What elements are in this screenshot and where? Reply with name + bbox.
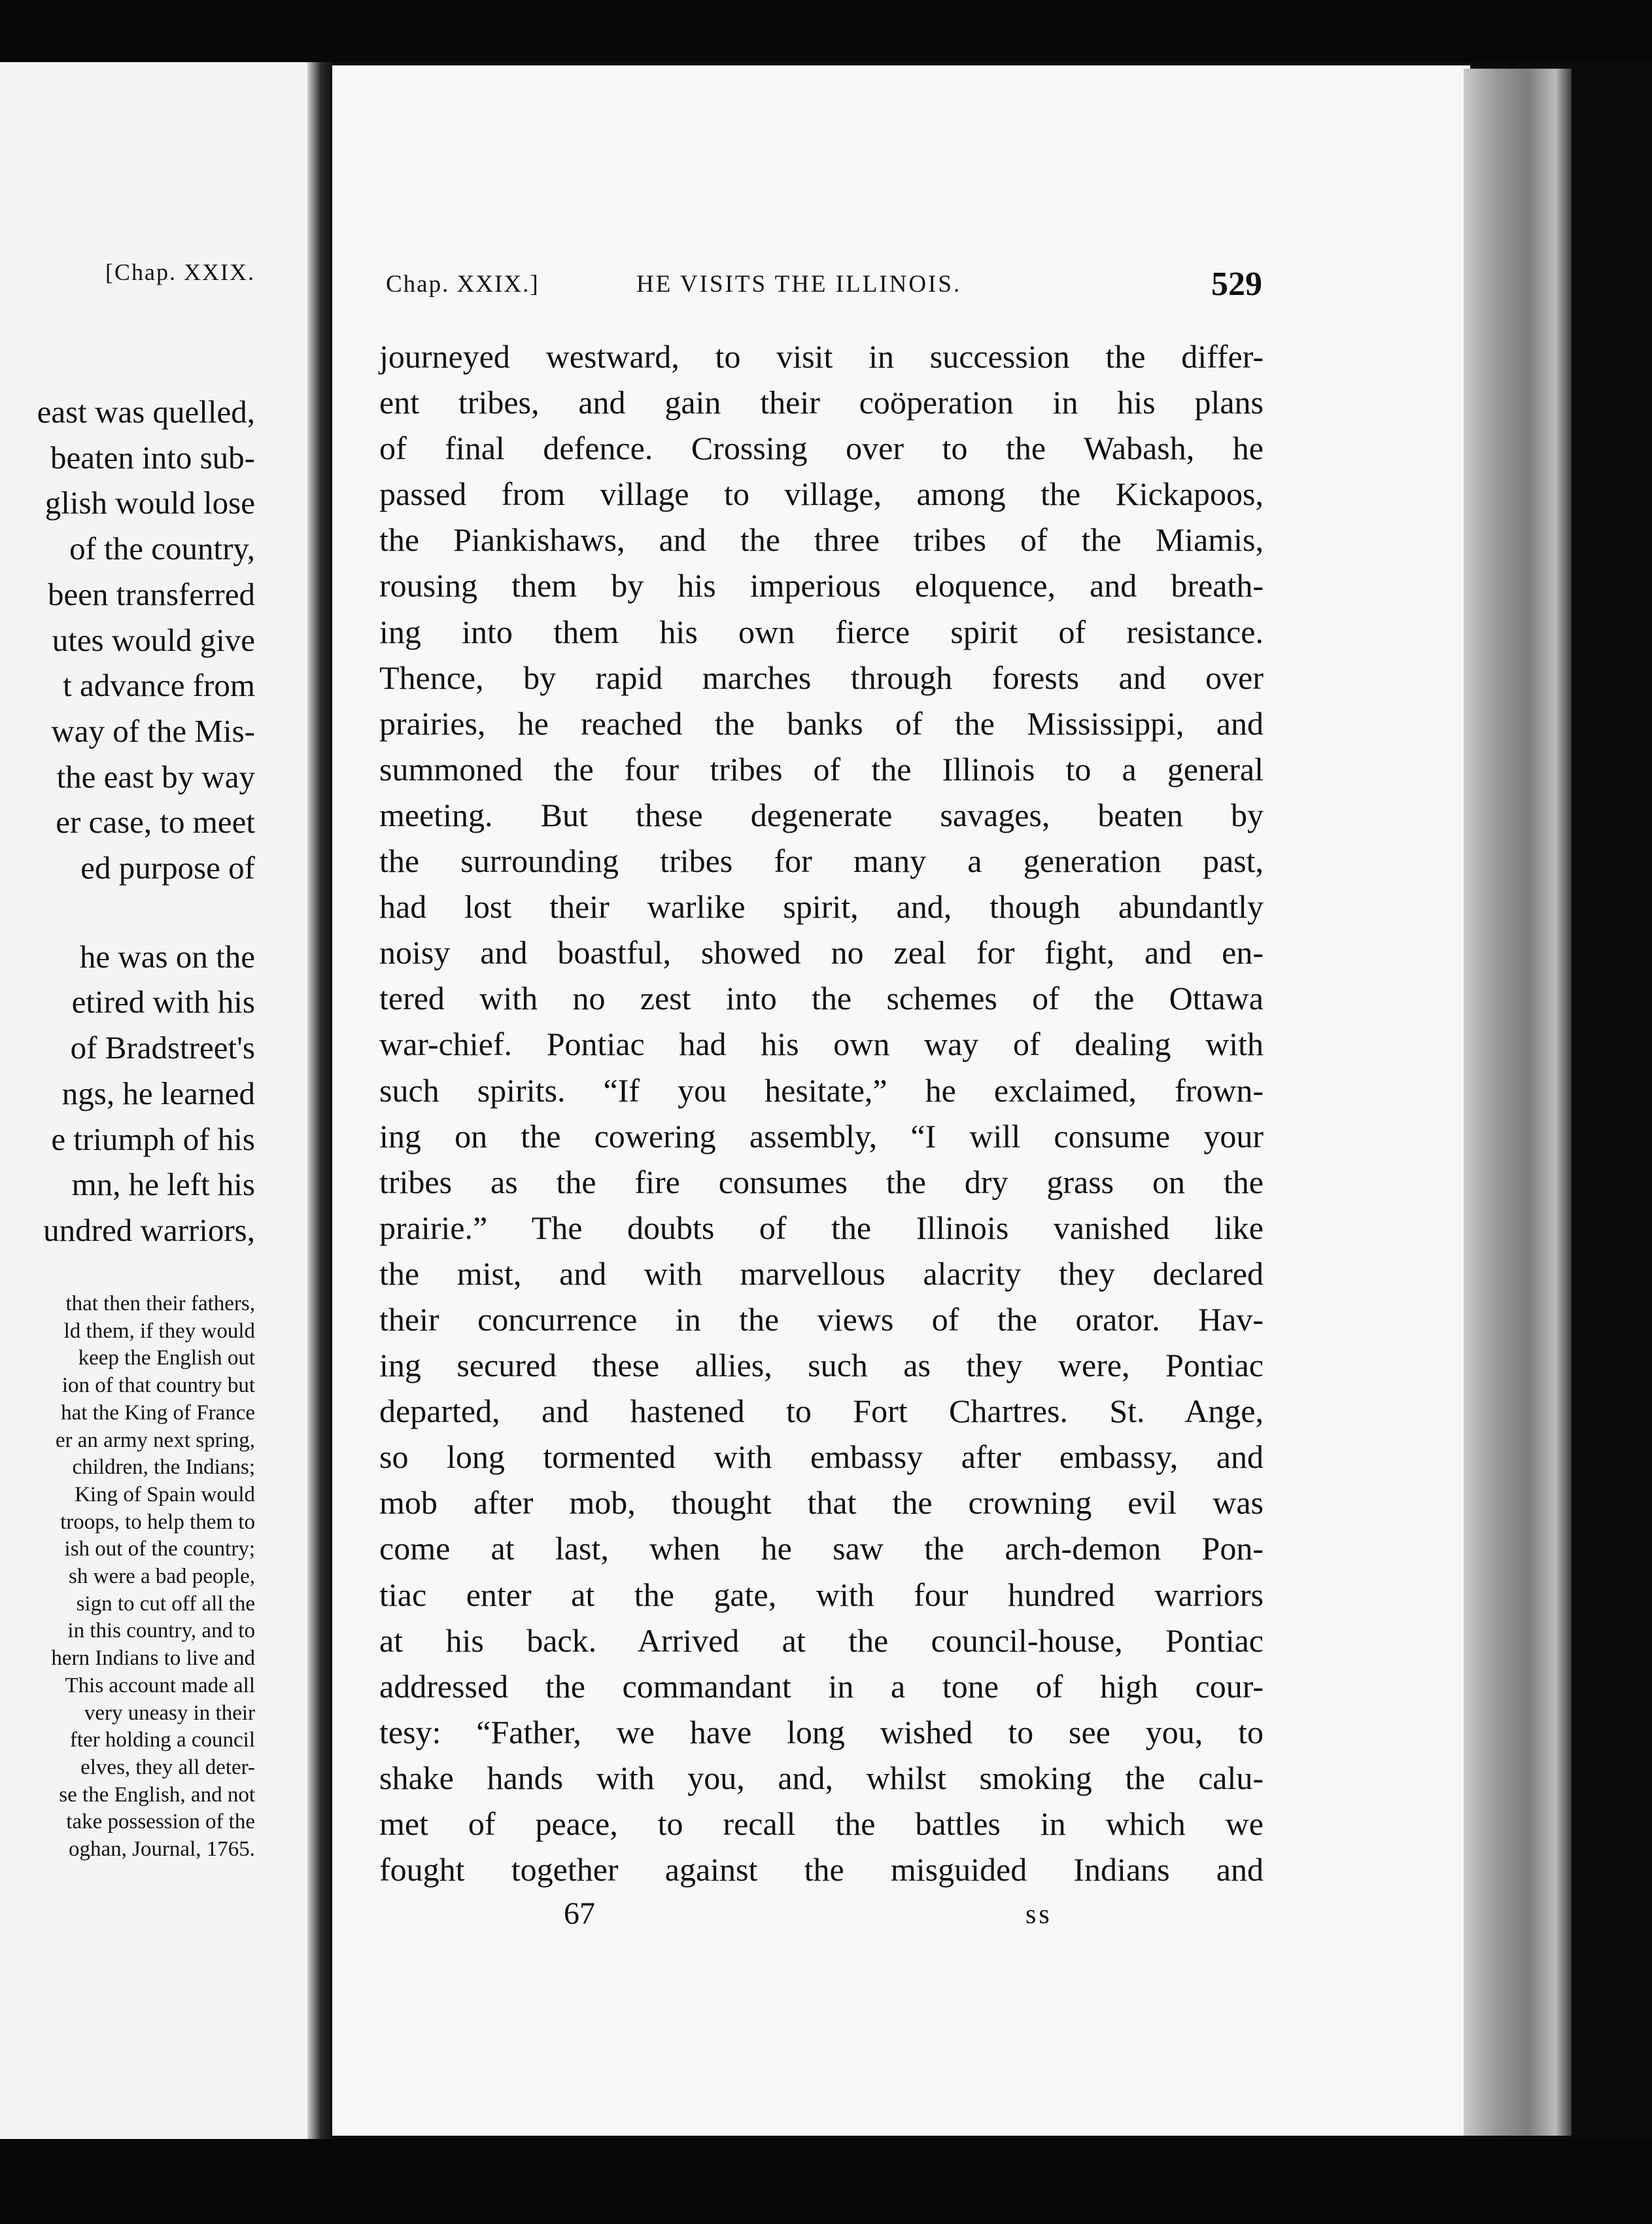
text-line: ing into them his own fierce spirit of resistance. xyxy=(379,613,1264,650)
left-footnote-line: ld them, if they would xyxy=(63,1319,255,1343)
left-footnote-line: that then their fathers, xyxy=(65,1292,255,1315)
left-footnote-line: sh were a bad people, xyxy=(69,1565,255,1589)
left-text-line: t advance from xyxy=(63,667,255,704)
left-text-line: undred warriors, xyxy=(43,1211,255,1248)
left-footnote-line: oghan, Journal, 1765. xyxy=(68,1837,255,1862)
text-line: at his back. Arrived at the council-house, Pontiac xyxy=(379,1622,1264,1659)
left-footnote-line: very uneasy in their xyxy=(84,1701,255,1725)
left-footnote-line: sign to cut off all the xyxy=(76,1591,255,1616)
left-text-line: mn, he left his xyxy=(71,1166,255,1203)
left-text-line: ngs, he learned xyxy=(61,1075,255,1111)
book-gutter xyxy=(307,62,332,2142)
text-line: noisy and boastful, showed no zeal for fight, and en- xyxy=(379,934,1264,971)
paragraph-gap xyxy=(0,891,255,934)
chapter-reference: Chap. XXIX.] xyxy=(386,271,540,298)
left-footnote-line: children, the Indians; xyxy=(72,1455,255,1480)
text-line: summoned the four tribes of the Illinois to a general xyxy=(379,750,1264,788)
scan-border-top xyxy=(0,0,1652,62)
left-footnote-line: in this country, and to xyxy=(67,1619,255,1643)
text-line: so long tormented with embassy after embassy, and xyxy=(379,1438,1264,1476)
left-footnotes xyxy=(0,1291,255,1864)
left-text-line: utes would give xyxy=(52,621,255,658)
left-text-line: of Bradstreet's xyxy=(70,1030,255,1066)
text-line: the Piankishaws, and the three tribes of the Miamis, xyxy=(379,521,1264,559)
text-line: war-chief. Pontiac had his own way of dealing with xyxy=(379,1026,1264,1063)
page-edge xyxy=(1464,69,1572,2136)
signature-number: 67 xyxy=(564,1896,595,1931)
running-head xyxy=(386,265,1262,311)
left-text-line: beaten into sub- xyxy=(50,439,255,476)
left-footnote-line: elves, they all deter- xyxy=(80,1755,255,1779)
left-text-line: of the country, xyxy=(69,530,255,567)
left-running-head: [Chap. XXIX. xyxy=(105,259,255,285)
left-footnote-line: This account made all xyxy=(65,1673,255,1697)
text-line: prairie.” The doubts of the Illinois vanished like xyxy=(379,1209,1264,1246)
left-text-line: way of the Mis- xyxy=(51,712,255,749)
main-body-text xyxy=(379,334,1264,1892)
signature-letters: ss xyxy=(1025,1900,1052,1930)
left-footnote-line: keep the English out xyxy=(78,1346,255,1370)
left-text-line: the east by way xyxy=(56,758,255,795)
left-body-text xyxy=(0,389,255,1253)
left-text-line: e triumph of his xyxy=(51,1121,255,1157)
text-line: addressed the commandant in a tone of high cour- xyxy=(379,1667,1264,1705)
left-footnote-line: ish out of the country; xyxy=(64,1537,255,1561)
text-line: tribes as the fire consumes the dry grass on the xyxy=(379,1163,1264,1200)
text-line: tiac enter at the gate, with four hundred warriors xyxy=(379,1576,1264,1613)
running-title: HE VISITS THE ILLINOIS. xyxy=(636,271,962,298)
text-line: mob after mob, thought that the crowning evil was xyxy=(379,1484,1264,1521)
left-footnote-line: King of Spain would xyxy=(75,1482,255,1506)
left-page xyxy=(0,62,307,2142)
left-footnote-line: ion of that country but xyxy=(61,1374,255,1398)
scan-border-bottom xyxy=(0,2139,1652,2224)
text-line: ing secured these allies, such as they were, Pontiac xyxy=(379,1347,1264,1384)
left-text-line: he was on the xyxy=(79,938,255,975)
left-footnote-line: take possession of the xyxy=(66,1810,255,1834)
text-line: journeyed westward, to visit in succession the differ- xyxy=(379,338,1264,375)
left-footnote-line: se the English, and not xyxy=(59,1782,255,1807)
text-line: the mist, and with marvellous alacrity they declared xyxy=(379,1255,1264,1292)
text-line: their concurrence in the views of the orator. Hav- xyxy=(379,1300,1264,1338)
text-line: shake hands with you, and, whilst smoking the calu- xyxy=(379,1759,1264,1796)
left-text-line: east was quelled, xyxy=(37,394,255,430)
text-line: come at last, when he saw the arch-demon Pon- xyxy=(379,1530,1264,1567)
text-line: tesy: “Father, we have long wished to see you, to xyxy=(379,1713,1264,1750)
text-line: meeting. But these degenerate savages, beaten by xyxy=(379,796,1264,833)
left-text-line: ed purpose of xyxy=(80,850,255,886)
left-footnote-line: fter holding a council xyxy=(69,1728,255,1752)
page-number: 529 xyxy=(1211,266,1262,303)
text-line: met of peace, to recall the battles in which we xyxy=(379,1805,1264,1842)
text-line: prairies, he reached the banks of the Mississippi, and xyxy=(379,704,1264,742)
left-text-line: etired with his xyxy=(71,984,255,1020)
text-line: passed from village to village, among the Kickapoos, xyxy=(379,476,1264,513)
left-text-line: glish would lose xyxy=(44,485,255,521)
text-line: such spirits. “If you hesitate,” he exclaimed, frown- xyxy=(379,1071,1264,1109)
text-line: departed, and hastened to Fort Chartres. St. Ange, xyxy=(379,1393,1264,1430)
text-line: ent tribes, and gain their coöperation in his plans xyxy=(379,384,1264,421)
text-line: fought together against the misguided Indians and xyxy=(379,1851,1264,1888)
left-footnote-line: er an army next spring, xyxy=(55,1428,255,1452)
text-line: had lost their warlike spirit, and, though abundantly xyxy=(379,888,1264,926)
text-line: of final defence. Crossing over to the Wabash, he xyxy=(379,430,1264,467)
left-footnote-line: hat the King of France xyxy=(61,1400,255,1425)
text-line: tered with no zest into the schemes of the Ottawa xyxy=(379,980,1264,1017)
left-text-line: been transferred xyxy=(48,576,255,612)
text-line: Thence, by rapid marches through forests and over xyxy=(379,659,1264,696)
left-footnote-line: troops, to help them to xyxy=(60,1510,255,1534)
text-line: the surrounding tribes for many a generation past, xyxy=(379,843,1264,880)
left-footnote-line: hern Indians to live and xyxy=(51,1646,255,1671)
text-line: ing on the cowering assembly, “I will consume your xyxy=(379,1117,1264,1155)
text-line: rousing them by his imperious eloquence, and breath- xyxy=(379,567,1264,604)
left-text-line: er case, to meet xyxy=(56,804,255,841)
